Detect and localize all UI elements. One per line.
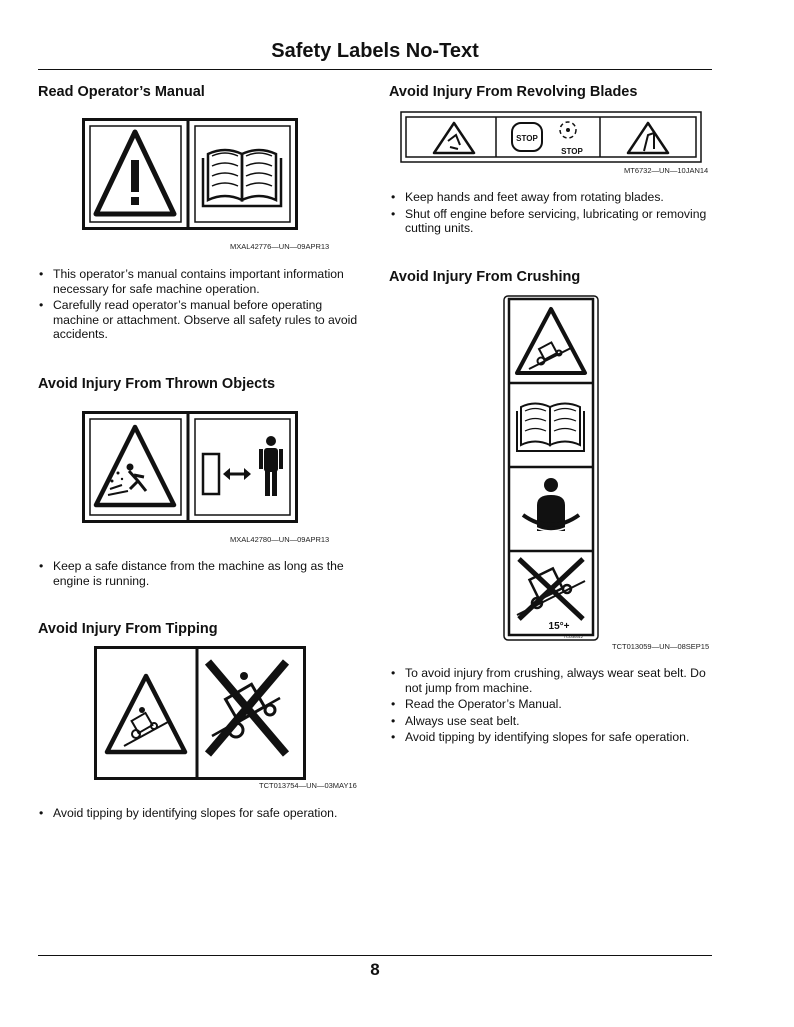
section-heading-read-manual: Read Operator’s Manual (38, 84, 205, 100)
image-caption: MXAL42776—UN—09APR13 (230, 242, 330, 251)
list-item: • Read the Operator’s Manual. (390, 697, 714, 712)
list-item: • Avoid tipping by identifying slopes for safe operation. (38, 806, 364, 821)
thrown-objects-safety-label (82, 411, 298, 523)
section-heading-crushing: Avoid Injury From Crushing (389, 269, 581, 285)
thrown-objects-bullets (38, 559, 364, 590)
list-item: • Keep hands and feet away from rotating blades. (390, 190, 712, 205)
list-item: • To avoid injury from crushing, always wear seat belt. Do not jump from machine. (390, 666, 714, 695)
page-number: 8 (370, 960, 380, 979)
tipping-safety-label (94, 646, 306, 780)
list-item: • Keep a safe distance from the machine as long as the engine is running. (38, 559, 364, 588)
read-manual-safety-label (82, 118, 298, 230)
image-caption: MXAL42780—UN—09APR13 (230, 535, 330, 544)
svg-text:STOP: STOP (516, 134, 538, 143)
read-manual-bullets (38, 267, 364, 344)
image-caption: TCT013754—UN—03MAY16 (259, 781, 357, 790)
svg-text:TCU30512: TCU30512 (563, 634, 583, 639)
image-caption: TCT013059—UN—08SEP15 (612, 642, 710, 651)
list-item: • Shut off engine before servicing, lubricating or removing cutting units. (390, 207, 712, 236)
tipping-bullets (38, 806, 364, 823)
footer-rule (38, 955, 712, 956)
list-item: • Avoid tipping by identifying slopes for safe operation. (390, 730, 714, 745)
revolving-blades-safety-label (400, 111, 702, 163)
revolving-blades-bullets (390, 190, 712, 238)
svg-text:STOP: STOP (561, 147, 583, 156)
list-item: • Always use seat belt. (390, 714, 714, 729)
section-heading-tipping: Avoid Injury From Tipping (38, 621, 218, 637)
list-item: • Carefully read operator’s manual before operating machine or attachment. Observe all safety rules to avoid accidents. (38, 298, 364, 342)
crushing-safety-label (503, 295, 599, 641)
section-heading-revolving-blades: Avoid Injury From Revolving Blades (389, 84, 638, 100)
header-rule (38, 69, 712, 70)
crushing-bullets (390, 666, 714, 747)
image-caption: MT6732—UN—10JAN14 (624, 166, 709, 175)
svg-text:15°+: 15°+ (548, 621, 570, 632)
page-title: Safety Labels No-Text (271, 40, 479, 62)
section-heading-thrown-objects: Avoid Injury From Thrown Objects (38, 376, 276, 392)
list-item: • This operator’s manual contains important information necessary for safe machine operation. (38, 267, 364, 296)
